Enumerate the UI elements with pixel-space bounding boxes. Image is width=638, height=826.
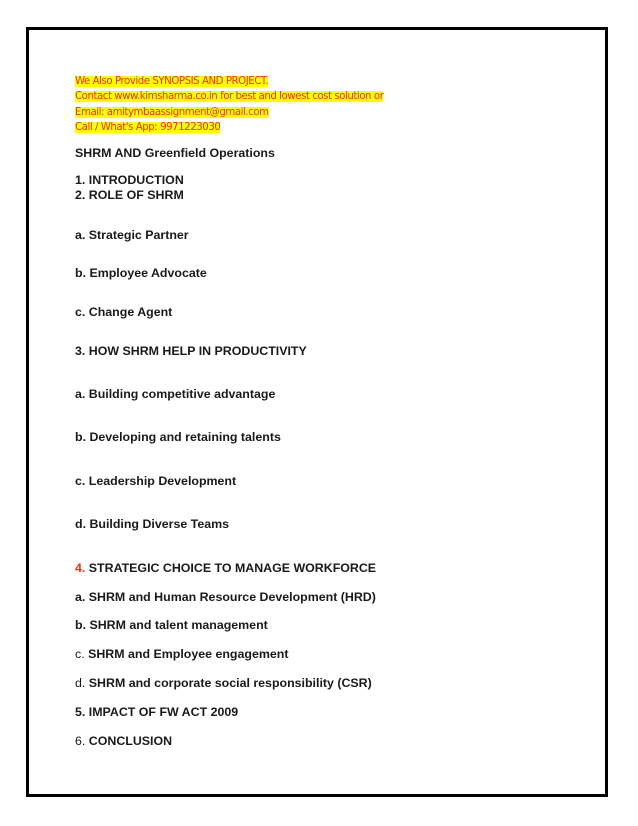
- heading-conclusion: 6. CONCLUSION: [75, 734, 173, 748]
- item-leadership-development: c. Leadership Development: [75, 474, 237, 488]
- heading-role-of-shrm: 2. ROLE OF SHRM: [75, 188, 184, 202]
- heading-number-red: 4.: [75, 561, 86, 575]
- contact-line-email: Email: amitymbaassignment@gmail.com: [75, 106, 269, 118]
- item-diverse-teams: d. Building Diverse Teams: [75, 517, 230, 531]
- item-employee-advocate: b. Employee Advocate: [75, 266, 207, 280]
- item-retaining-talents: b. Developing and retaining talents: [75, 430, 281, 444]
- item-hrd: a. SHRM and Human Resource Development (HRD): [75, 590, 376, 604]
- item-competitive-advantage: a. Building competitive advantage: [75, 387, 276, 401]
- heading-strategic-choice: 4. STRATEGIC CHOICE TO MANAGE WORKFORCE: [75, 561, 377, 575]
- heading-introduction: 1. INTRODUCTION: [75, 173, 184, 187]
- contact-block: [75, 74, 383, 136]
- heading-fw-act: 5. IMPACT OF FW ACT 2009: [75, 705, 239, 719]
- item-change-agent: c. Change Agent: [75, 305, 173, 319]
- heading-productivity: 3. HOW SHRM HELP IN PRODUCTIVITY: [75, 344, 307, 358]
- item-strategic-partner: a. Strategic Partner: [75, 228, 189, 242]
- contact-line-synopsis: We Also Provide SYNOPSIS AND PROJECT.: [75, 76, 269, 87]
- item-talent-management: b. SHRM and talent management: [75, 618, 268, 632]
- contact-line-website: Contact www.kimsharma.co.in for best and lowest cost solution or: [75, 91, 384, 103]
- item-employee-engagement: c. SHRM and Employee engagement: [75, 647, 289, 661]
- item-csr: d. SHRM and corporate social responsibility (CSR): [75, 676, 372, 690]
- contact-line-phone: Call / What's App: 9971223030: [75, 122, 221, 134]
- document-title: SHRM AND Greenfield Operations: [75, 146, 275, 160]
